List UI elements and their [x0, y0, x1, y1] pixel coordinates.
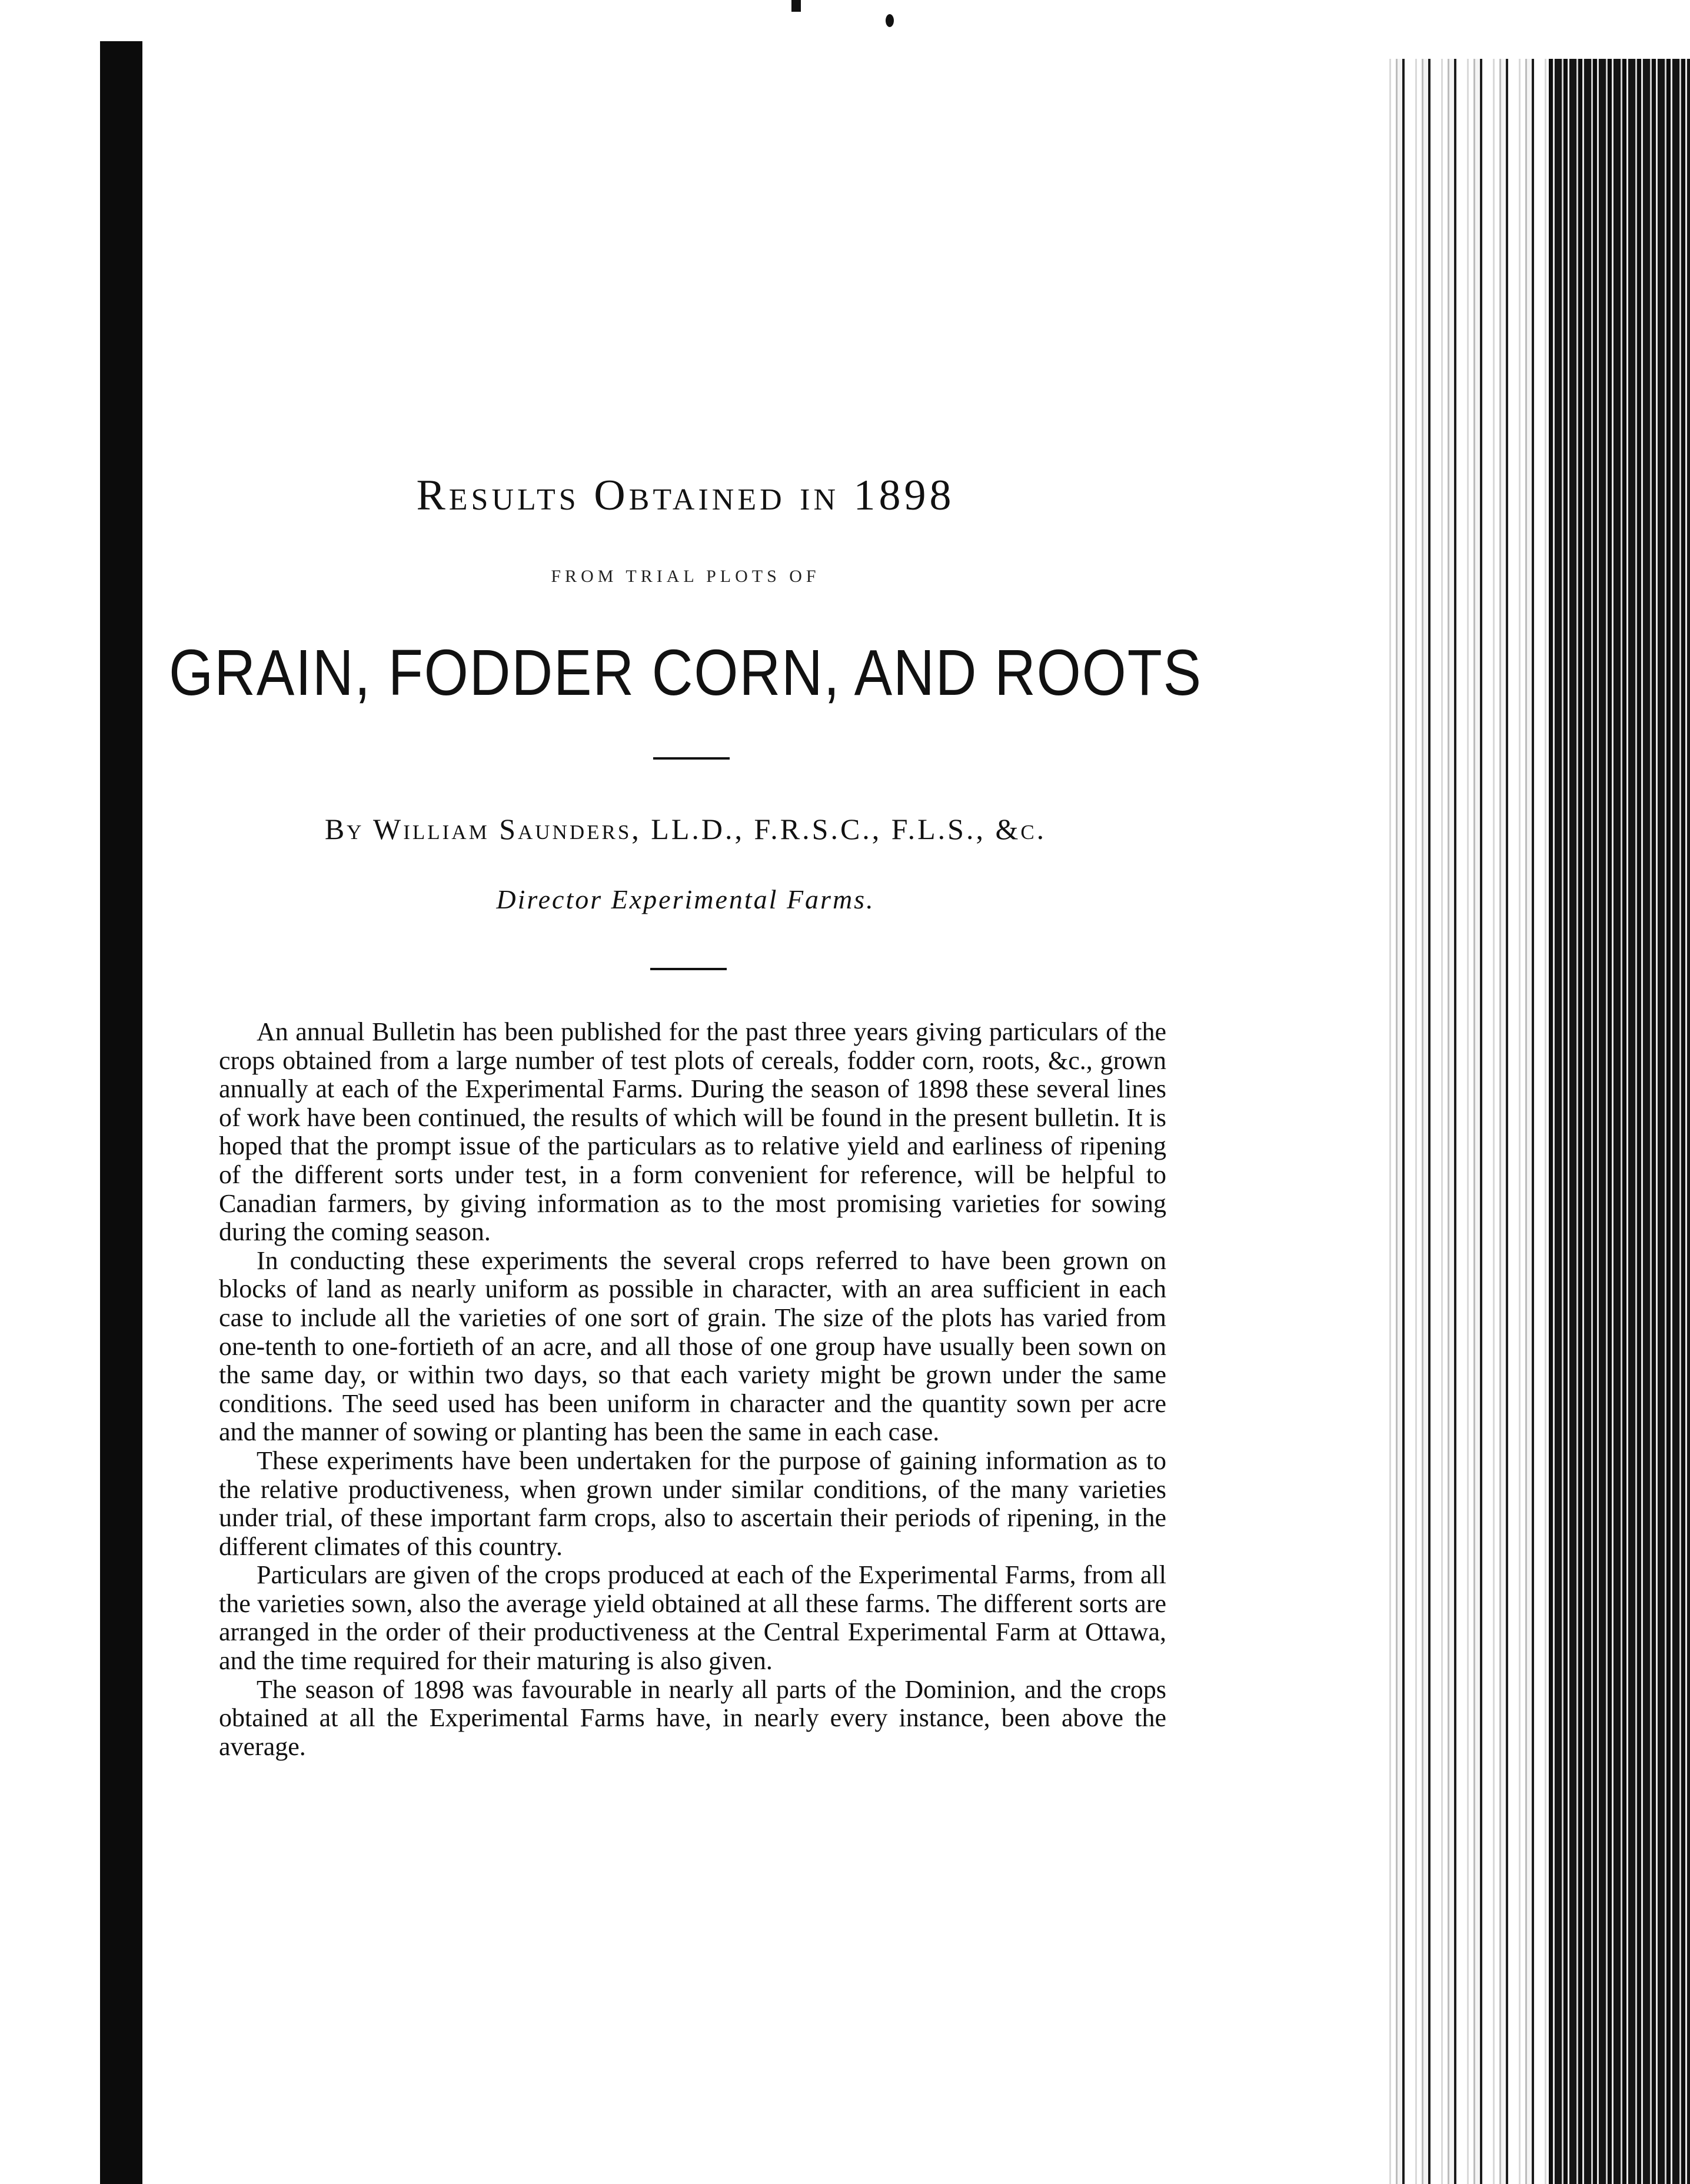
body-text	[219, 1018, 1166, 1761]
scan-speck	[791, 0, 801, 12]
results-title: Results Obtained in 1898	[416, 471, 955, 520]
paragraph: The season of 1898 was favourable in nearly all parts of the Dominion, and the crops obtained at all the Experimental Farms have, in nearly every instance, been above the average.	[219, 1674, 1166, 1761]
section-divider	[650, 968, 727, 970]
title-divider	[653, 757, 730, 760]
main-title: GRAIN, FODDER CORN, AND ROOTS	[169, 637, 1202, 709]
book-spine-shadow	[100, 41, 142, 2184]
author-byline: By William Saunders, LL.D., F.R.S.C., F.L.S., &c.	[324, 813, 1047, 845]
paragraph: An annual Bulletin has been published for the past three years giving particulars of the crops obtained from a large number of test plots of cereals, fodder corn, roots, &c., grown annually at each of the Experimental Farms. During the season of 1898 these several lines of work have been continued, the results of which will be found in the present bulletin. It is hoped that the prompt issue of the particulars as to relative yield and earliness of ripening of the different sorts under test, in a form convenient for reference, will be helpful to Canadian farmers, by giving information as to the most promising varieties for sowing during the coming season.	[219, 1017, 1166, 1247]
scan-left-margin	[0, 0, 100, 2184]
paragraph: These experiments have been undertaken for the purpose of gaining information as to the relative productiveness, when grown under similar conditions, of the many varieties under trial, of these important farm crops, also to ascertain their periods of ripening, in the different climates of this country.	[219, 1446, 1166, 1561]
author-position: Director Experimental Farms.	[496, 884, 875, 914]
page-edges	[1384, 59, 1690, 2184]
from-trial-plots-subtitle: FROM TRIAL PLOTS OF	[551, 567, 820, 586]
paragraph: Particulars are given of the crops produced at each of the Experimental Farms, from all the varieties sown, also the average yield obtained at all these farms. The different sorts are arranged in the order of their productiveness at the Central Experimental Farm at Ottawa, and the time required for their maturing is also given.	[219, 1560, 1166, 1676]
scan-speck	[886, 14, 894, 27]
paragraph: In conducting these experiments the several crops referred to have been grown on blocks of land as nearly uniform as possible in character, with an area sufficient in each case to include all the varieties of one sort of grain. The size of the plots has varied from one-tenth to one-fortieth of an acre, and all those of one group have usually been sown on the same day, or within two days, so that each variety might be grown under the same conditions. The seed used has been uniform in character and the quantity sown per acre and the manner of sowing or planting has been the same in each case.	[219, 1246, 1166, 1447]
